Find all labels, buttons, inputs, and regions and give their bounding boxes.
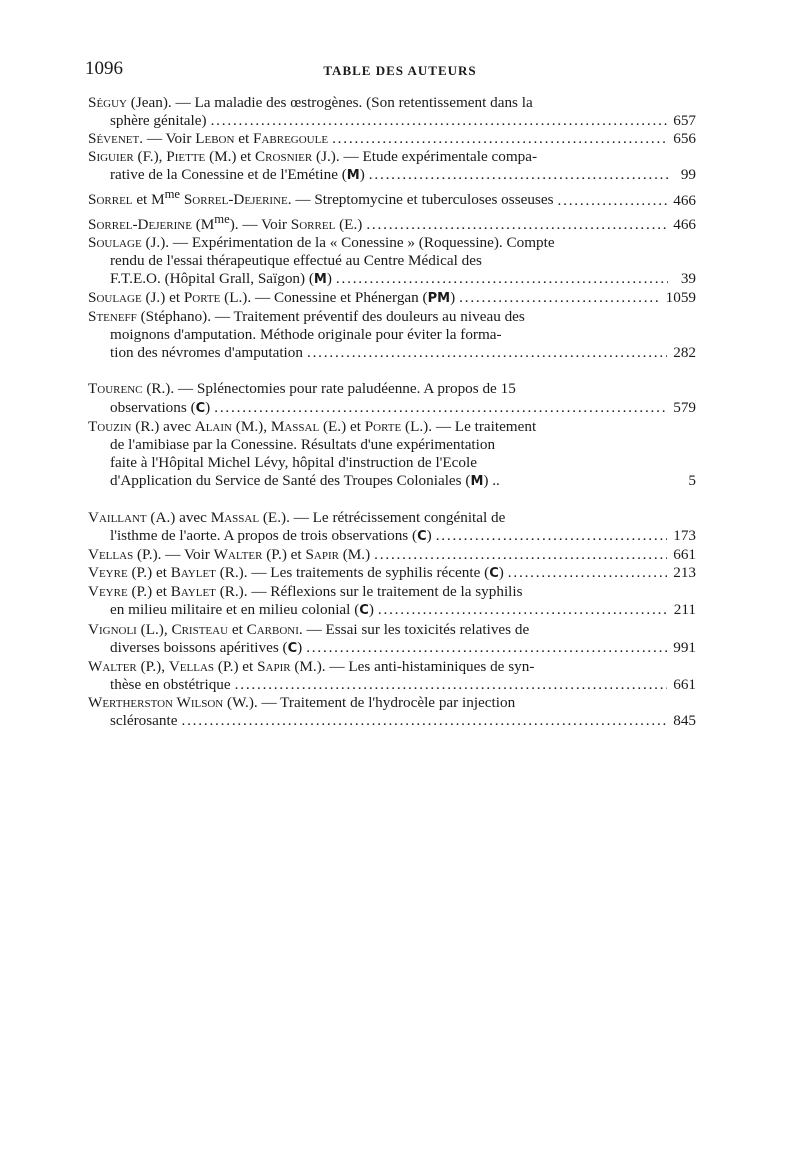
entry-page-ref: 845 [673, 712, 696, 730]
entry-line [88, 270, 696, 289]
dot-leader [558, 192, 668, 210]
entry-page-ref: 661 [673, 546, 696, 564]
entry-page-ref: 991 [673, 638, 696, 656]
entry-text: Walter (P.), Vellas (P.) et Sapir (M.). — Les anti-histaminiques de syn- [88, 657, 535, 675]
index-entry [88, 380, 696, 417]
entry-text: moignons d'amputation. Méthode originale pour éviter la forma- [110, 326, 502, 344]
dot-leader [235, 676, 668, 694]
index-entry [88, 564, 696, 583]
entry-text: l'isthme de l'aorte. A propos de trois observations (C) [110, 527, 432, 545]
entry-text: faite à l'Hôpital Michel Lévy, hôpital d'instruction de l'Ecole [110, 453, 477, 471]
entry-line [88, 210, 696, 234]
entry-line [88, 658, 696, 676]
entry-line [88, 326, 696, 344]
entry-line [88, 166, 696, 185]
entry-line [88, 564, 696, 583]
dot-leader [332, 130, 667, 148]
entry-text: Soulage (J.). — Expérimentation de la « Conessine » (Roquessine). Compte [88, 233, 555, 251]
entry-line [88, 399, 696, 418]
entry-text: Vaillant (A.) avec Massal (E.). — Le rétrécissement congénital de [88, 509, 506, 526]
entry-text: Sorrel-Dejerine $(M^{me})$. — Voir Sorrel (E.) [88, 211, 363, 233]
dot-leader [181, 712, 667, 730]
entry-line [88, 252, 696, 270]
entry-text: Sévenet. — Voir Lebon et Fabregoule [88, 130, 329, 148]
entry-page-ref: 466 [673, 215, 696, 233]
dot-leader [378, 601, 668, 619]
entry-text: Vignoli (L.), Cristeau et Carboni. — Essai sur les toxicités relatives de [88, 620, 530, 638]
entry-line [88, 712, 696, 730]
dot-leader [366, 216, 667, 234]
entry-text: de l'amibiase par la Conessine. Résultats d'une expérimentation [110, 435, 496, 453]
entry-page-ref: 657 [673, 112, 696, 130]
index-entry [88, 583, 696, 620]
entry-line [88, 472, 696, 491]
entry-line [88, 436, 696, 454]
entry-line [88, 621, 696, 639]
entry-line [88, 418, 696, 436]
index-entry [88, 308, 696, 362]
entry-line [88, 185, 696, 209]
index-entry [88, 148, 696, 185]
entry-page-ref: 173 [673, 527, 696, 545]
entry-line [88, 130, 696, 148]
entry-text: F.T.E.O. (Hôpital Grall, Saïgon) (M) [110, 269, 332, 287]
entry-text: Siguier (F.), Piette (M.) et Crosnier (J.). — Etude expérimentale compa- [88, 148, 538, 166]
entry-line [88, 289, 696, 308]
entry-text: Vellas (P.). — Voir Walter (P.) et Sapir (M.) [88, 546, 371, 564]
index-entry [88, 289, 696, 308]
entry-page-ref: 282 [673, 344, 696, 362]
entry-page-ref: 1059 [665, 289, 696, 307]
index-entry [88, 694, 696, 730]
index-entry [88, 509, 696, 546]
entry-line [88, 527, 696, 546]
author-index [88, 94, 696, 730]
dot-leader [459, 289, 659, 307]
entry-line [88, 454, 696, 472]
entry-text: sclérosante [110, 712, 178, 730]
entry-text: Séguy (Jean). — La maladie des œstrogènes. (Son retentissement dans la [88, 94, 533, 111]
entry-line [88, 546, 696, 564]
entry-text: Soulage (J.) et Porte (L.). — Conessine et Phénergan (PM) [88, 289, 456, 307]
entry-line [88, 234, 696, 252]
index-entry [88, 210, 696, 234]
dot-leader [374, 546, 667, 564]
entry-text: Tourenc (R.). — Splénectomies pour rate paludéenne. A propos de 15 [88, 380, 516, 398]
entry-line [88, 639, 696, 658]
dot-leader [214, 399, 667, 417]
index-entry [88, 185, 696, 209]
entry-line [88, 148, 696, 166]
entry-text: Veyre (P.) et Baylet (R.). — Les traitements de syphilis récente (C) [88, 564, 504, 582]
entry-page-ref: 5 [688, 471, 696, 489]
dot-leader [307, 344, 667, 362]
running-head: TABLE DES AUTEURS [323, 63, 477, 78]
entry-text: en milieu militaire et en milieu colonial (C) [110, 601, 374, 619]
entry-line [88, 676, 696, 694]
entry-text: sphère génitale) [110, 112, 207, 130]
index-entry [88, 546, 696, 564]
entry-line [88, 344, 696, 362]
section-gap [88, 491, 696, 509]
entry-text: Wertherston Wilson (W.). — Traitement de l'hydrocèle par injection [88, 693, 516, 711]
entry-line [88, 308, 696, 326]
entry-page-ref: 213 [673, 564, 696, 582]
entry-text: Touzin (R.) avec Alain (M.), Massal (E.) et Porte (L.). — Le traitement [88, 417, 537, 435]
entry-line [88, 380, 696, 398]
entry-text: d'Application du Service de Santé des Troupes Coloniales (M) .. [110, 471, 500, 489]
entry-page-ref: 39 [680, 269, 696, 287]
index-entry [88, 658, 696, 694]
entry-line [88, 509, 696, 527]
dot-leader [436, 527, 668, 545]
index-entry [88, 621, 696, 658]
index-entry [88, 418, 696, 491]
entry-text: thèse en obstétrique [110, 675, 231, 693]
entry-line [88, 601, 696, 620]
entry-page-ref: 211 [673, 601, 696, 619]
index-entry [88, 94, 696, 130]
entry-text: Veyre (P.) et Baylet (R.). — Réflexions sur le traitement de la syphilis [88, 583, 523, 601]
entry-page-ref: 656 [673, 130, 696, 148]
entry-text: diverses boissons apéritives (C) [110, 638, 303, 656]
entry-line [88, 583, 696, 601]
entry-text: observations (C) [110, 398, 211, 416]
entry-text: Sorrel et $M^{me}$ Sorrel-Dejerine. — Streptomycine et tuberculoses osseuses [88, 187, 554, 209]
entry-page-ref: 661 [673, 675, 696, 693]
section-gap [88, 362, 696, 380]
dot-leader [211, 112, 668, 130]
entry-text: rendu de l'essai thérapeutique effectué au Centre Médical des [110, 251, 482, 269]
index-entry [88, 234, 696, 289]
entry-page-ref: 579 [673, 398, 696, 416]
dot-leader [369, 166, 668, 184]
entry-page-ref: 466 [673, 191, 696, 209]
dot-leader [306, 639, 667, 657]
entry-page-ref: 99 [680, 166, 696, 184]
page-number: 1096 [85, 58, 123, 79]
entry-line [88, 94, 696, 112]
entry-line [88, 694, 696, 712]
entry-text: rative de la Conessine et de l'Emétine (M) [110, 166, 365, 184]
index-entry [88, 130, 696, 148]
entry-text: tion des névromes d'amputation [110, 344, 303, 362]
entry-text: Steneff (Stéphano). — Traitement préventif des douleurs au niveau des [88, 308, 525, 326]
entry-line [88, 112, 696, 130]
dot-leader [508, 564, 667, 582]
dot-leader [336, 270, 668, 288]
